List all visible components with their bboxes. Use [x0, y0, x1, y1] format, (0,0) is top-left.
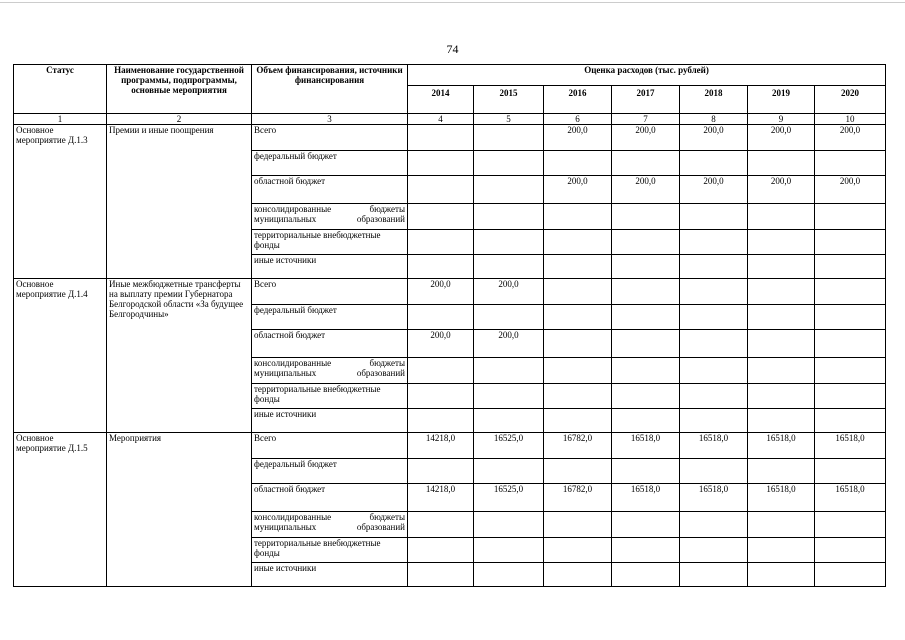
- column-number: 2: [107, 114, 252, 125]
- value-cell: [815, 204, 886, 230]
- value-cell: [680, 384, 748, 409]
- funding-source-cell: областной бюджет: [252, 484, 408, 512]
- value-cell: [680, 358, 748, 384]
- funding-source-cell: территориальные внебюджетные фонды: [252, 538, 408, 563]
- value-cell: [474, 204, 544, 230]
- value-cell: [612, 330, 680, 358]
- value-cell: [748, 330, 815, 358]
- value-cell: [680, 279, 748, 305]
- value-cell: [544, 279, 612, 305]
- value-cell: [408, 176, 474, 204]
- value-cell: [544, 459, 612, 484]
- value-cell: [544, 330, 612, 358]
- value-cell: [474, 512, 544, 538]
- value-cell: [748, 384, 815, 409]
- value-cell: 200,0: [408, 279, 474, 305]
- value-cell: [815, 538, 886, 563]
- funding-source-cell: Всего: [252, 433, 408, 459]
- value-cell: 16518,0: [815, 484, 886, 512]
- value-cell: [680, 409, 748, 433]
- funding-source-cell: Всего: [252, 279, 408, 305]
- status-cell: Основное мероприятие Д.1.3: [14, 125, 107, 279]
- column-number: 1: [14, 114, 107, 125]
- value-cell: [474, 459, 544, 484]
- value-cell: [815, 255, 886, 279]
- value-cell: [748, 459, 815, 484]
- column-number: 6: [544, 114, 612, 125]
- value-cell: [612, 358, 680, 384]
- value-cell: [408, 255, 474, 279]
- value-cell: [748, 563, 815, 587]
- column-number: 7: [612, 114, 680, 125]
- value-cell: 200,0: [612, 125, 680, 151]
- value-cell: 200,0: [612, 176, 680, 204]
- value-cell: [612, 204, 680, 230]
- value-cell: [748, 538, 815, 563]
- column-number: 10: [815, 114, 886, 125]
- value-cell: [408, 358, 474, 384]
- value-cell: 200,0: [474, 330, 544, 358]
- expense-table: [13, 64, 886, 587]
- value-cell: [544, 255, 612, 279]
- column-number: 5: [474, 114, 544, 125]
- value-cell: 200,0: [815, 176, 886, 204]
- value-cell: [680, 563, 748, 587]
- header-year: 2015: [474, 86, 544, 114]
- table-row: [14, 279, 886, 305]
- value-cell: [680, 151, 748, 176]
- value-cell: 200,0: [748, 176, 815, 204]
- value-cell: [748, 305, 815, 330]
- value-cell: 16782,0: [544, 433, 612, 459]
- funding-source-cell: федеральный бюджет: [252, 459, 408, 484]
- value-cell: 16518,0: [815, 433, 886, 459]
- page-number: 74: [446, 42, 459, 56]
- value-cell: 16518,0: [680, 433, 748, 459]
- value-cell: [544, 358, 612, 384]
- funding-source-cell: федеральный бюджет: [252, 151, 408, 176]
- value-cell: [680, 230, 748, 255]
- value-cell: [408, 305, 474, 330]
- value-cell: [680, 204, 748, 230]
- header-year: 2020: [815, 86, 886, 114]
- column-number: 9: [748, 114, 815, 125]
- value-cell: [544, 384, 612, 409]
- value-cell: 14218,0: [408, 484, 474, 512]
- funding-source-cell: консолидированные бюджеты муниципальных образований: [252, 512, 408, 538]
- value-cell: [408, 204, 474, 230]
- header-estimate: Оценка расходов (тыс. рублей): [408, 65, 886, 86]
- value-cell: 200,0: [474, 279, 544, 305]
- status-cell: Основное мероприятие Д.1.5: [14, 433, 107, 587]
- value-cell: 16518,0: [612, 484, 680, 512]
- funding-source-cell: территориальные внебюджетные фонды: [252, 230, 408, 255]
- value-cell: [748, 230, 815, 255]
- value-cell: [815, 563, 886, 587]
- value-cell: [815, 279, 886, 305]
- value-cell: [748, 151, 815, 176]
- value-cell: [544, 538, 612, 563]
- value-cell: [680, 330, 748, 358]
- value-cell: [408, 563, 474, 587]
- value-cell: [680, 305, 748, 330]
- header-year: 2016: [544, 86, 612, 114]
- table-row: [14, 433, 886, 459]
- funding-source-cell: иные источники: [252, 255, 408, 279]
- value-cell: 14218,0: [408, 433, 474, 459]
- table-row: [14, 125, 886, 151]
- value-cell: 200,0: [680, 125, 748, 151]
- value-cell: 16525,0: [474, 433, 544, 459]
- value-cell: 200,0: [544, 176, 612, 204]
- value-cell: [815, 230, 886, 255]
- value-cell: 16525,0: [474, 484, 544, 512]
- value-cell: [612, 459, 680, 484]
- value-cell: [544, 409, 612, 433]
- value-cell: [474, 358, 544, 384]
- header-year: 2018: [680, 86, 748, 114]
- value-cell: [612, 151, 680, 176]
- header-year: 2017: [612, 86, 680, 114]
- value-cell: [680, 512, 748, 538]
- value-cell: [680, 538, 748, 563]
- header-financing: Объем финансирования, источники финансирования: [252, 65, 408, 114]
- value-cell: [815, 305, 886, 330]
- value-cell: [408, 230, 474, 255]
- value-cell: [612, 538, 680, 563]
- column-number: 8: [680, 114, 748, 125]
- value-cell: [612, 255, 680, 279]
- value-cell: [544, 305, 612, 330]
- column-number: 3: [252, 114, 408, 125]
- value-cell: [815, 459, 886, 484]
- value-cell: [474, 409, 544, 433]
- column-number: 4: [408, 114, 474, 125]
- value-cell: [680, 459, 748, 484]
- value-cell: [544, 151, 612, 176]
- value-cell: [748, 409, 815, 433]
- value-cell: [474, 176, 544, 204]
- value-cell: [408, 125, 474, 151]
- value-cell: 16518,0: [748, 484, 815, 512]
- measure-name-cell: Премии и иные поощрения: [107, 125, 252, 279]
- header-status: Статус: [14, 65, 107, 114]
- funding-source-cell: иные источники: [252, 563, 408, 587]
- header-name: Наименование государственной программы, подпрограммы, основные мероприятия: [107, 65, 252, 114]
- table-body: [14, 125, 886, 587]
- value-cell: [612, 305, 680, 330]
- value-cell: [612, 384, 680, 409]
- value-cell: [612, 279, 680, 305]
- value-cell: [612, 230, 680, 255]
- value-cell: [612, 409, 680, 433]
- value-cell: 16518,0: [680, 484, 748, 512]
- value-cell: [474, 230, 544, 255]
- value-cell: 200,0: [680, 176, 748, 204]
- funding-source-cell: областной бюджет: [252, 330, 408, 358]
- value-cell: [815, 409, 886, 433]
- top-rule: [0, 2, 905, 3]
- funding-source-cell: территориальные внебюджетные фонды: [252, 384, 408, 409]
- value-cell: [544, 563, 612, 587]
- value-cell: 200,0: [815, 125, 886, 151]
- value-cell: 200,0: [748, 125, 815, 151]
- value-cell: [544, 204, 612, 230]
- value-cell: [680, 255, 748, 279]
- value-cell: [544, 512, 612, 538]
- value-cell: [748, 204, 815, 230]
- measure-name-cell: Мероприятия: [107, 433, 252, 587]
- value-cell: [544, 230, 612, 255]
- value-cell: 200,0: [544, 125, 612, 151]
- value-cell: [815, 358, 886, 384]
- funding-source-cell: Всего: [252, 125, 408, 151]
- funding-source-cell: консолидированные бюджеты муниципальных образований: [252, 204, 408, 230]
- header-year: 2014: [408, 86, 474, 114]
- value-cell: [612, 563, 680, 587]
- value-cell: 16518,0: [748, 433, 815, 459]
- value-cell: [408, 538, 474, 563]
- funding-source-cell: иные источники: [252, 409, 408, 433]
- value-cell: [408, 384, 474, 409]
- value-cell: 16782,0: [544, 484, 612, 512]
- funding-source-cell: консолидированные бюджеты муниципальных образований: [252, 358, 408, 384]
- value-cell: [815, 151, 886, 176]
- funding-source-cell: областной бюджет: [252, 176, 408, 204]
- value-cell: [474, 125, 544, 151]
- value-cell: [815, 384, 886, 409]
- measure-name-cell: Иные межбюджетные трансферты на выплату премии Губернатора Белгородской области «За будущее Белгородчины»: [107, 279, 252, 433]
- status-cell: Основное мероприятие Д.1.4: [14, 279, 107, 433]
- value-cell: [474, 538, 544, 563]
- value-cell: [748, 358, 815, 384]
- value-cell: [408, 512, 474, 538]
- value-cell: 200,0: [408, 330, 474, 358]
- value-cell: [474, 151, 544, 176]
- value-cell: [408, 409, 474, 433]
- header-year: 2019: [748, 86, 815, 114]
- value-cell: [474, 255, 544, 279]
- value-cell: [474, 563, 544, 587]
- value-cell: [408, 459, 474, 484]
- value-cell: [748, 255, 815, 279]
- value-cell: [474, 384, 544, 409]
- value-cell: [815, 512, 886, 538]
- value-cell: [748, 512, 815, 538]
- value-cell: 16518,0: [612, 433, 680, 459]
- value-cell: [748, 279, 815, 305]
- value-cell: [815, 330, 886, 358]
- value-cell: [474, 305, 544, 330]
- value-cell: [612, 512, 680, 538]
- value-cell: [408, 151, 474, 176]
- funding-source-cell: федеральный бюджет: [252, 305, 408, 330]
